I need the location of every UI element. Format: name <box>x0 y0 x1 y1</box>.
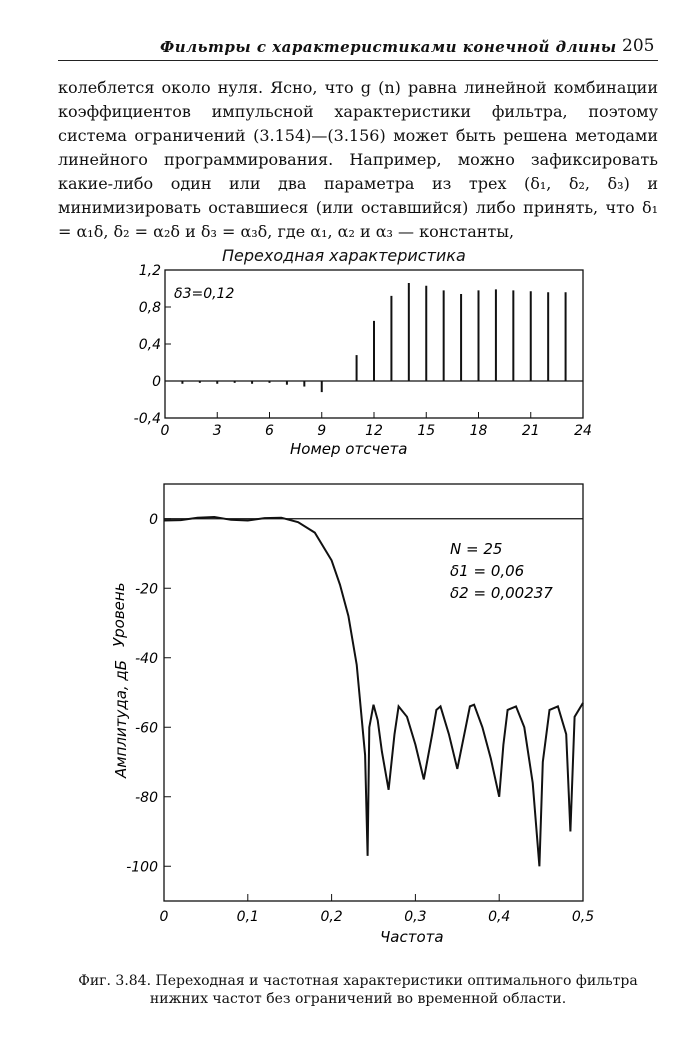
caption-line-1: Фиг. 3.84. Переходная и частотная характеристики оптимального фильтра <box>78 973 638 989</box>
chart1-x-label: Номер отсчета <box>290 440 408 458</box>
chart1-x-tick-label: 15 <box>417 423 436 439</box>
caption-line-2: нижних частот без ограничений во временной области. <box>149 991 567 1007</box>
chart1-x-tick-label: 12 <box>365 423 383 439</box>
chart2-x-tick-label: 0 <box>159 909 169 925</box>
header-rule <box>58 60 658 61</box>
page-number: 205 <box>622 36 655 56</box>
chart2-y-tick-label: -40 <box>135 650 158 667</box>
chart1-y-tick-label: 0,8 <box>138 300 161 316</box>
chart2-y-tick-label: 0 <box>149 511 158 528</box>
body-paragraph: колеблется около нуля. Ясно, что g (n) равна линейной комбинации коэффициентов импульсной характеристики фильтра, поэтому система ограничений (3.154)—(3.156) может быть решена методами линейного программирования. Например, можно зафиксировать какие-либо один или два параметра из трех (δ₁, δ₂, δ₃) и минимизировать оставшиеся (или оставшийся) либо принять, что δ₁ = α₁δ, δ₂ = α₂δ и δ₃ = α₃δ, где α₁, α₂ и α₃ — константы, <box>58 78 658 241</box>
chart2-x-tick-label: 0,3 <box>404 909 427 925</box>
chart1-y-tick-label: 1,2 <box>138 263 161 279</box>
chart2-frame <box>164 484 583 901</box>
chart2-annotation-d2: δ2 = 0,00237 <box>450 584 553 602</box>
chart1-title: Переходная характеристика <box>222 246 466 265</box>
chart2-x-tick-label: 0,2 <box>320 909 343 925</box>
chart1-x-tick-label: 24 <box>574 423 592 439</box>
chart2-y-tick-label: -60 <box>135 720 158 737</box>
running-title: Фильтры с характеристиками конечной длины <box>160 38 617 56</box>
chart2-annotation-d1: δ1 = 0,06 <box>450 562 525 580</box>
chart2-x-tick-label: 0,1 <box>236 909 259 925</box>
chart2-y-tick-label: -80 <box>135 789 158 806</box>
chart1-x-tick-label: 9 <box>317 423 327 439</box>
figure-caption <box>58 972 658 1008</box>
body-text <box>58 76 658 244</box>
chart1-y-tick-label: 0 <box>152 374 161 390</box>
chart2-annotation-n: N = 25 <box>450 540 503 558</box>
chart2-y-tick-label: -20 <box>135 581 158 598</box>
chart1-x-tick-label: 21 <box>521 423 540 439</box>
chart2-x-tick-label: 0,4 <box>488 909 511 925</box>
chart1-x-tick-label: 6 <box>265 423 274 439</box>
chart1-y-tick-label: 0,4 <box>138 337 161 353</box>
chart1-y-tick-label: -0,4 <box>133 411 161 427</box>
chart1-x-tick-label: 3 <box>212 423 222 439</box>
chart2-y-label: Амплитуда, дБ <box>112 659 130 778</box>
chart2-x-label: Частота <box>380 928 444 946</box>
chart1-annotation: δ3=0,12 <box>174 286 235 302</box>
chart1-y-label: Уровень <box>110 582 128 647</box>
chart1-x-tick-label: 0 <box>160 423 170 439</box>
frequency-response-chart <box>0 478 700 958</box>
chart1-x-tick-label: 18 <box>469 423 488 439</box>
chart2-y-tick-label: -100 <box>126 859 158 876</box>
chart2-x-tick-label: 0,5 <box>571 909 595 925</box>
